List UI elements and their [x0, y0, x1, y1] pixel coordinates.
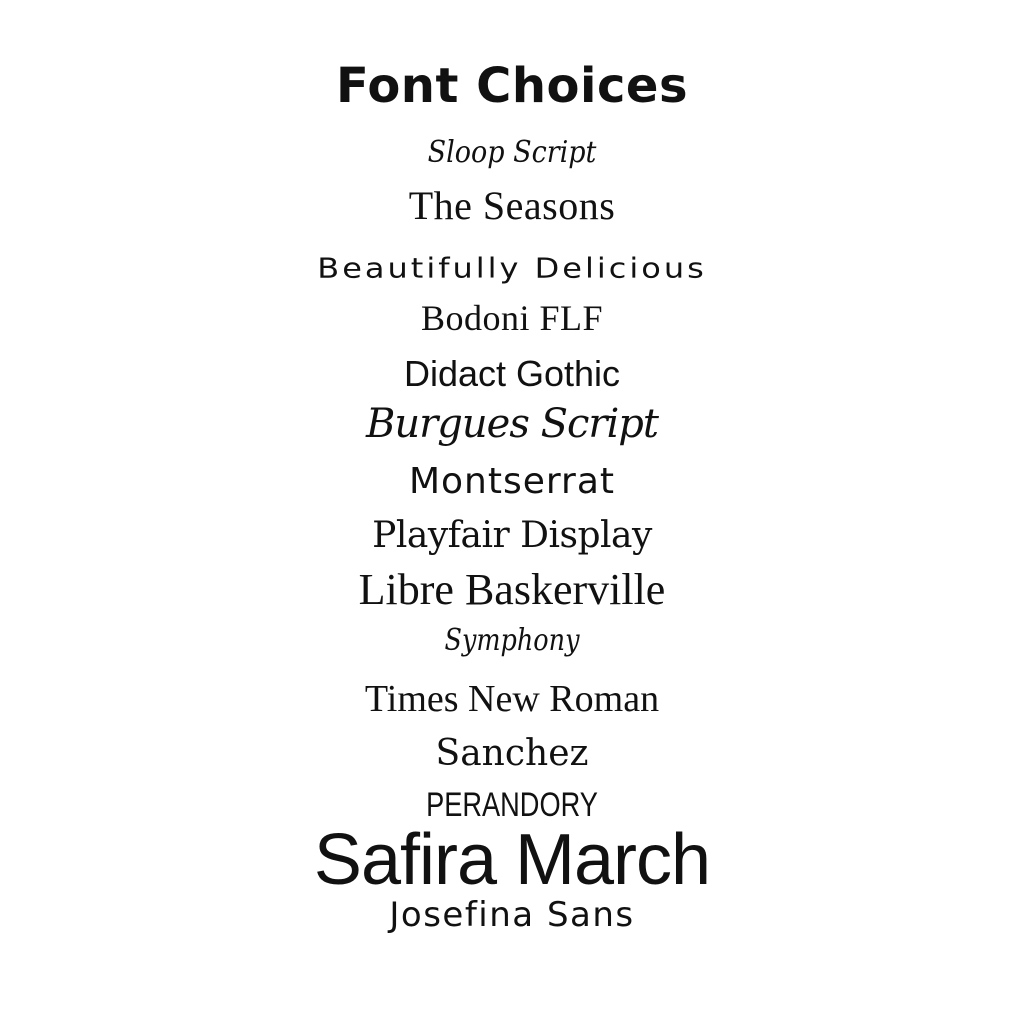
font-sample-sanchez: Sanchez	[435, 733, 589, 774]
font-sample-bodoni-flf: Bodoni FLF	[420, 298, 604, 338]
font-sample-montserrat: Montserrat	[408, 461, 616, 502]
font-sample-sloop-script: Sloop Script	[427, 135, 597, 170]
font-sample-josefina-sans: Josefina Sans	[389, 895, 635, 935]
font-sample-the-seasons: The Seasons	[408, 183, 616, 228]
font-sample-safira-march: Safira March	[313, 820, 711, 900]
font-sample-beautifully-delicious: Beautifully Delicious	[317, 251, 707, 285]
font-sample-times-new-roman: Times New Roman	[364, 678, 660, 720]
page-title: Font Choices	[335, 58, 689, 114]
font-sample-playfair-display: Playfair Display	[372, 515, 652, 556]
font-sample-symphony: Symphony	[444, 623, 580, 658]
font-sample-libre-baskerville: Libre Baskerville	[358, 565, 666, 614]
font-sample-burgues-script: Burgues Script	[366, 401, 658, 447]
font-sample-didact-gothic: Didact Gothic	[403, 353, 621, 394]
font-sample-perandory: PERANDORY	[426, 786, 598, 824]
